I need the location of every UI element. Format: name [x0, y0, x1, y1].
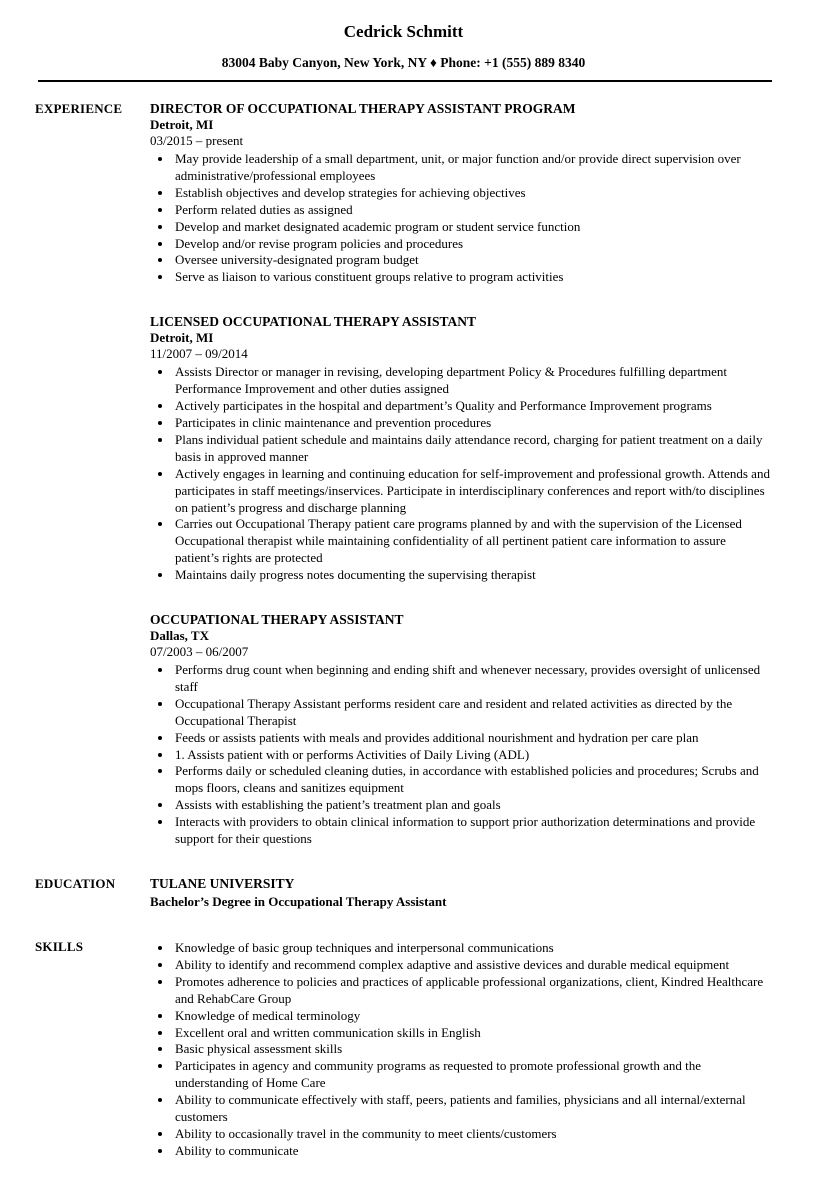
job-location: Detroit, MI — [150, 330, 214, 346]
job-bullets — [150, 151, 772, 286]
skill-item: • Ability to communicate — [173, 1143, 772, 1160]
bullet-item: • Establish objectives and develop strategies for achieving objectives — [173, 185, 772, 202]
skill-item: • Ability to identify and recommend complex adaptive and assistive devices and durable medical equipment — [173, 957, 772, 974]
bullet-item: • Actively participates in the hospital and department’s Quality and Performance Improvement programs — [173, 398, 772, 415]
bullet-item: • Plans individual patient schedule and maintains daily attendance record, charging for patient treatment on a daily basis in approved manner — [173, 432, 772, 466]
skills-label: SKILLS — [35, 939, 84, 954]
resume-body — [35, 100, 772, 1160]
experience-label: EXPERIENCE — [35, 101, 123, 116]
bullet-item: • Actively engages in learning and continuing education for self-improvement and professional growth. Attends and participates in staff meetings/inservices. Participate in interdisciplinary conferences and report with/to disciplines on patient’s progress and discharge planning — [173, 466, 772, 517]
skill-item: • Participates in agency and community programs as requested to promote professional growth and the understanding of Home Care — [173, 1058, 772, 1092]
education-content — [150, 875, 772, 911]
skill-item: • Excellent oral and written communication skills in English — [173, 1025, 772, 1042]
header-divider — [38, 80, 772, 82]
job-title: LICENSED OCCUPATIONAL THERAPY ASSISTANT — [150, 314, 476, 330]
skill-item: • Promotes adherence to policies and practices of applicable professional organizations, client, Kindred Healthcare and RehabCare Group — [173, 974, 772, 1008]
candidate-name: Cedrick Schmitt — [343, 22, 464, 41]
skill-item: • Knowledge of basic group techniques and interpersonal communications — [173, 940, 772, 957]
bullet-item: • Carries out Occupational Therapy patient care programs planned by and with the supervision of the Licensed Occupational therapist while maintaining confidentiality of all pertinent patient care information to assure patient’s rights are protected — [173, 516, 772, 567]
bullet-item: • Maintains daily progress notes documenting the supervising therapist — [173, 567, 772, 584]
skill-item: • Knowledge of medical terminology — [173, 1008, 772, 1025]
job-dates: 03/2015 – present — [150, 133, 244, 148]
job-dates: 07/2003 – 06/2007 — [150, 644, 249, 660]
job-title: DIRECTOR OF OCCUPATIONAL THERAPY ASSISTANT PROGRAM — [150, 101, 576, 116]
section-experience — [35, 100, 772, 848]
skills-list — [150, 940, 772, 1160]
education-label: EDUCATION — [35, 876, 116, 891]
experience-content — [150, 100, 772, 848]
school-name: TULANE UNIVERSITY — [150, 876, 295, 891]
skill-item: • Ability to occasionally travel in the community to meet clients/customers — [173, 1126, 772, 1143]
contact-line: 83004 Baby Canyon, New York, NY ♦ Phone: +1 (555) 889 8340 — [221, 55, 586, 70]
job-entry — [150, 100, 772, 286]
bullet-item: • Interacts with providers to obtain clinical information to support prior authorization determinations and provide support for their questions — [173, 814, 772, 848]
job-location: Detroit, MI — [150, 117, 214, 132]
bullet-item: • Develop and market designated academic program or student service function — [173, 219, 772, 236]
bullet-item: • Participates in clinic maintenance and prevention procedures — [173, 415, 772, 432]
skills-content — [150, 938, 772, 1160]
resume-header — [35, 22, 772, 71]
bullet-item: • Develop and/or revise program policies and procedures — [173, 236, 772, 253]
job-entry — [150, 611, 772, 848]
bullet-item: • May provide leadership of a small department, unit, or major function and/or provide direct supervision over administrative/professional employees — [173, 151, 772, 185]
bullet-item: • 1. Assists patient with or performs Activities of Daily Living (ADL) — [173, 747, 772, 764]
bullet-item: • Feeds or assists patients with meals and provides additional nourishment and hydration per care plan — [173, 730, 772, 747]
degree-name: Bachelor’s Degree in Occupational Therapy Assistant — [150, 894, 447, 909]
bullet-item: • Oversee university-designated program budget — [173, 252, 772, 269]
job-title: OCCUPATIONAL THERAPY ASSISTANT — [150, 612, 404, 628]
section-skills — [35, 938, 772, 1160]
bullet-item: • Assists with establishing the patient’s treatment plan and goals — [173, 797, 772, 814]
job-dates: 11/2007 – 09/2014 — [150, 346, 248, 362]
bullet-item: • Performs drug count when beginning and ending shift and whenever necessary, provides oversight of unlicensed staff — [173, 662, 772, 696]
bullet-item: • Perform related duties as assigned — [173, 202, 772, 219]
bullet-item: • Serve as liaison to various constituent groups relative to program activities — [173, 269, 772, 286]
job-entry — [150, 313, 772, 584]
job-location: Dallas, TX — [150, 628, 209, 644]
job-bullets — [150, 364, 772, 584]
job-bullets — [150, 662, 772, 848]
bullet-item: • Occupational Therapy Assistant performs resident care and resident and related activities as directed by the Occupational Therapist — [173, 696, 772, 730]
bullet-item: • Performs daily or scheduled cleaning duties, in accordance with established policies and procedures; Scrubs and mops floors, cleans and sanitizes equipment — [173, 763, 772, 797]
skill-item: • Basic physical assessment skills — [173, 1041, 772, 1058]
section-education — [35, 875, 772, 911]
bullet-item: • Assists Director or manager in revising, developing department Policy & Procedures fulfilling department Performance Improvement and other duties assigned — [173, 364, 772, 398]
skill-item: • Ability to communicate effectively with staff, peers, patients and families, physicians and all internal/external customers — [173, 1092, 772, 1126]
